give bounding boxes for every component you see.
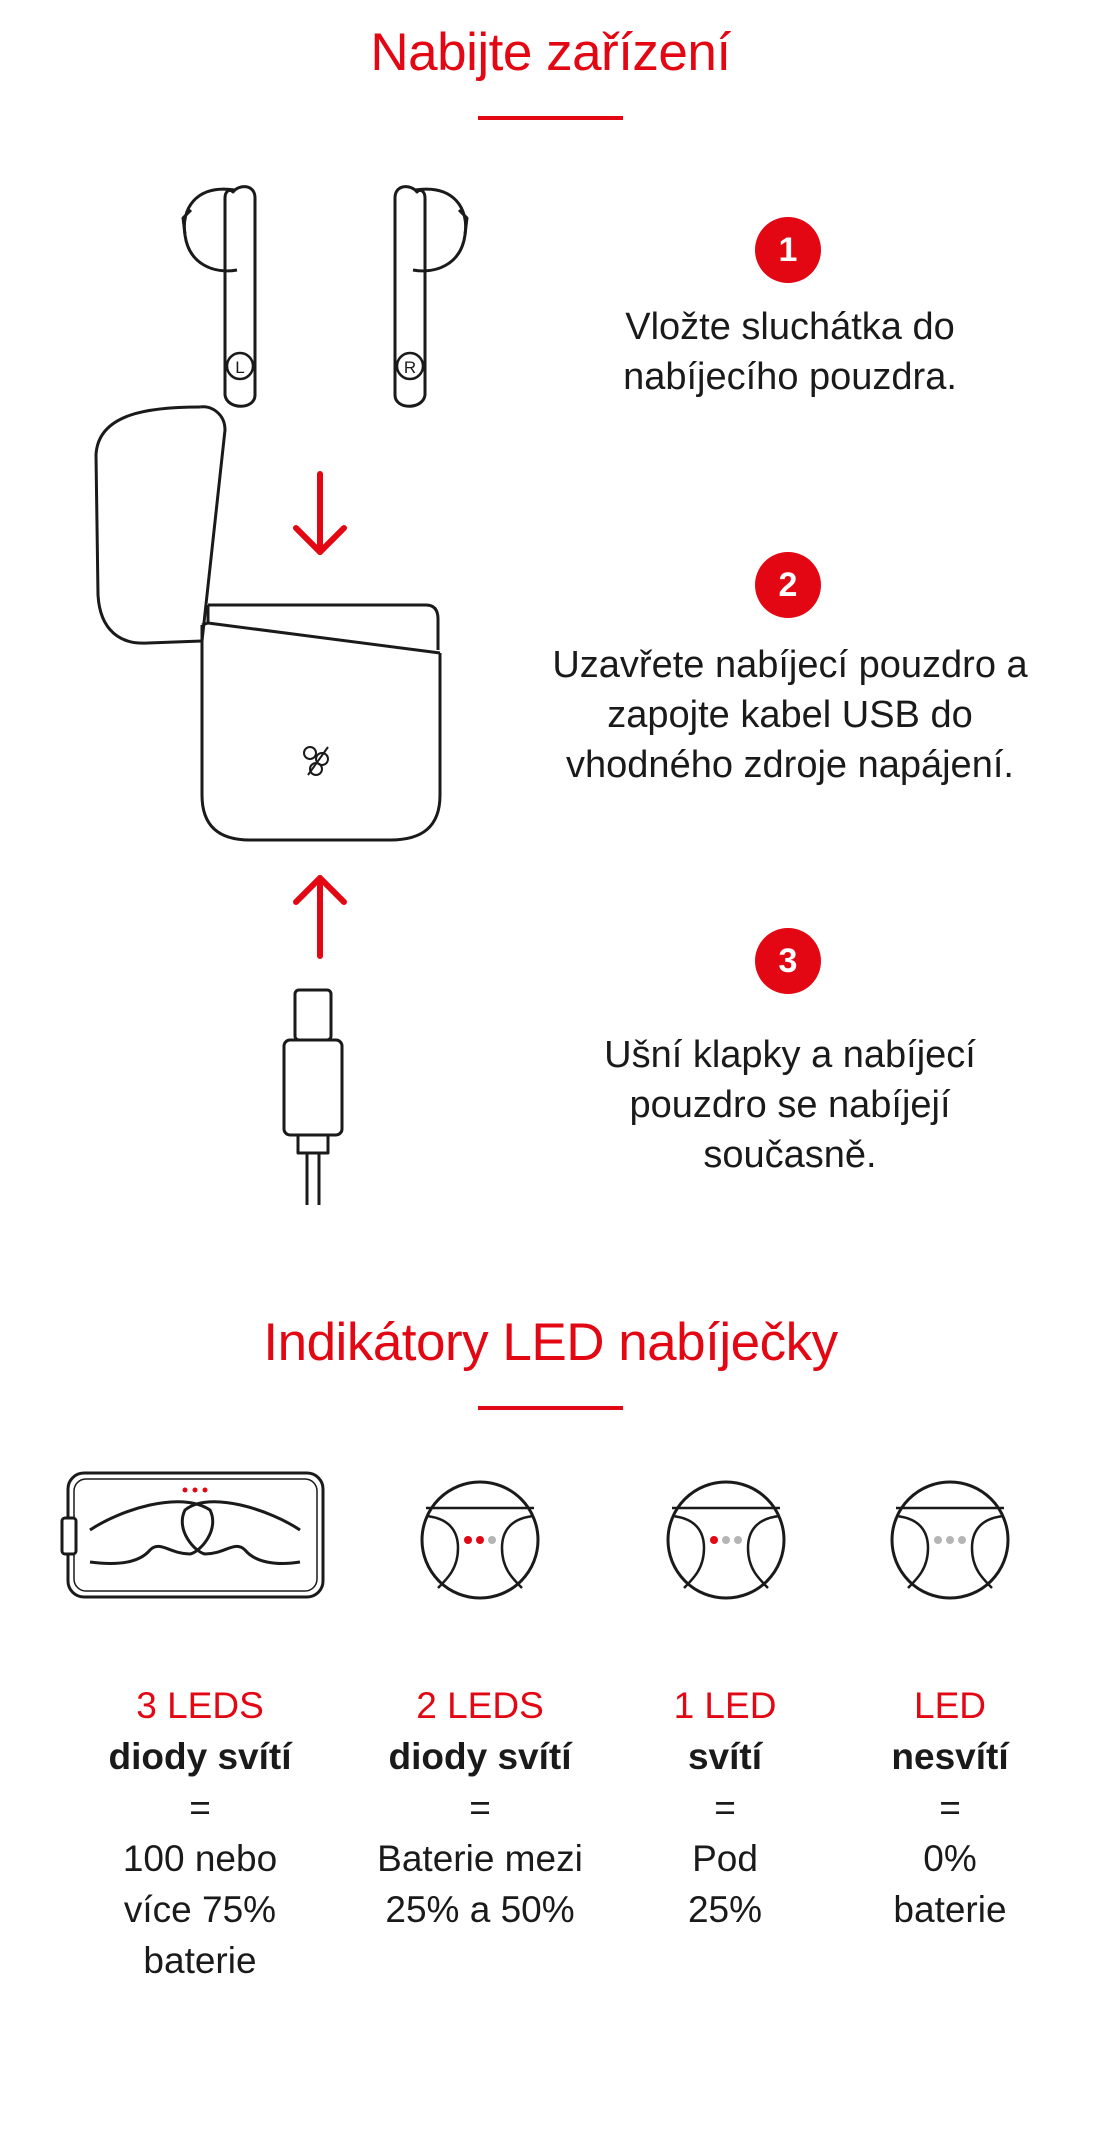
step-2-text — [505, 640, 1075, 790]
led-state: nesvítí — [891, 1736, 1009, 1777]
step-1-line-1: Vložte sluchátka do — [625, 306, 955, 348]
charging-case-illustration — [90, 395, 450, 845]
led-desc-line: baterie — [893, 1889, 1007, 1930]
led-section-title: Indikátory LED nabíječky — [263, 1313, 838, 1372]
led-closeup-1 — [664, 1478, 789, 1603]
led-count: 3 LEDS — [136, 1685, 264, 1726]
led-dot — [476, 1536, 484, 1544]
led-closeup-2 — [418, 1478, 543, 1603]
brand-logo-icon — [304, 747, 328, 775]
led-count: 2 LEDS — [416, 1685, 544, 1726]
led-dot — [183, 1488, 188, 1493]
led-case-illustration — [60, 1470, 330, 1600]
left-earbud-mark: L — [235, 358, 245, 377]
usb-cable-illustration — [280, 985, 360, 1210]
led-state: diody svítí — [388, 1736, 572, 1777]
step-3-text — [540, 1030, 1040, 1180]
led-dot — [193, 1488, 198, 1493]
led-desc-line: Baterie mezi — [377, 1838, 583, 1879]
led-dot — [722, 1536, 730, 1544]
led-desc-line: 100 nebo — [122, 1838, 278, 1879]
led-legend-3 — [70, 1680, 330, 1986]
step-3-line-2: pouzdro se nabíjejí — [629, 1084, 951, 1126]
led-legend-2 — [340, 1680, 620, 1935]
led-legend-0 — [840, 1680, 1060, 1935]
led-closeup-0 — [888, 1478, 1013, 1603]
led-legend-1 — [630, 1680, 820, 1935]
earbuds-illustration — [175, 170, 475, 420]
led-equals: = — [939, 1787, 961, 1828]
led-dot — [464, 1536, 472, 1544]
right-earbud-mark: R — [403, 358, 417, 377]
step-3-line-3: současně. — [703, 1134, 877, 1176]
step-2-line-2: zapojte kabel USB do — [607, 694, 973, 736]
led-state: svítí — [687, 1736, 763, 1777]
led-desc-line: 25% — [687, 1889, 763, 1930]
led-dot — [934, 1536, 942, 1544]
step-1-badge: 1 — [755, 217, 821, 283]
step-2-line-1: Uzavřete nabíjecí pouzdro a — [552, 644, 1028, 686]
led-dot — [946, 1536, 954, 1544]
charging-section-title: Nabijte zařízení — [370, 23, 731, 82]
led-desc-line: baterie — [143, 1940, 257, 1981]
step-3-badge: 3 — [755, 928, 821, 994]
led-dot — [734, 1536, 742, 1544]
led-count: 1 LED — [673, 1685, 777, 1726]
led-case-dots — [183, 1488, 208, 1493]
step-1-text — [560, 302, 1020, 402]
led-desc-line: Pod — [692, 1838, 758, 1879]
step-3-line-1: Ušní klapky a nabíjecí — [604, 1034, 976, 1076]
led-equals: = — [469, 1787, 491, 1828]
step-1-line-2: nabíjecího pouzdra. — [623, 356, 957, 398]
led-equals: = — [714, 1787, 736, 1828]
led-dot — [710, 1536, 718, 1544]
led-dot — [203, 1488, 208, 1493]
led-state: diody svítí — [108, 1736, 292, 1777]
led-dot — [488, 1536, 496, 1544]
led-desc-line: více 75% — [123, 1889, 277, 1930]
led-desc-line: 0% — [923, 1838, 977, 1879]
led-count: LED — [914, 1685, 986, 1726]
led-title-underline — [478, 1406, 623, 1410]
charging-title-underline — [478, 116, 623, 120]
arrow-up-icon — [290, 870, 350, 960]
step-2-line-3: vhodného zdroje napájení. — [566, 744, 1014, 786]
step-2-badge: 2 — [755, 552, 821, 618]
led-desc-line: 25% a 50% — [385, 1889, 575, 1930]
led-equals: = — [189, 1787, 211, 1828]
led-dot — [958, 1536, 966, 1544]
